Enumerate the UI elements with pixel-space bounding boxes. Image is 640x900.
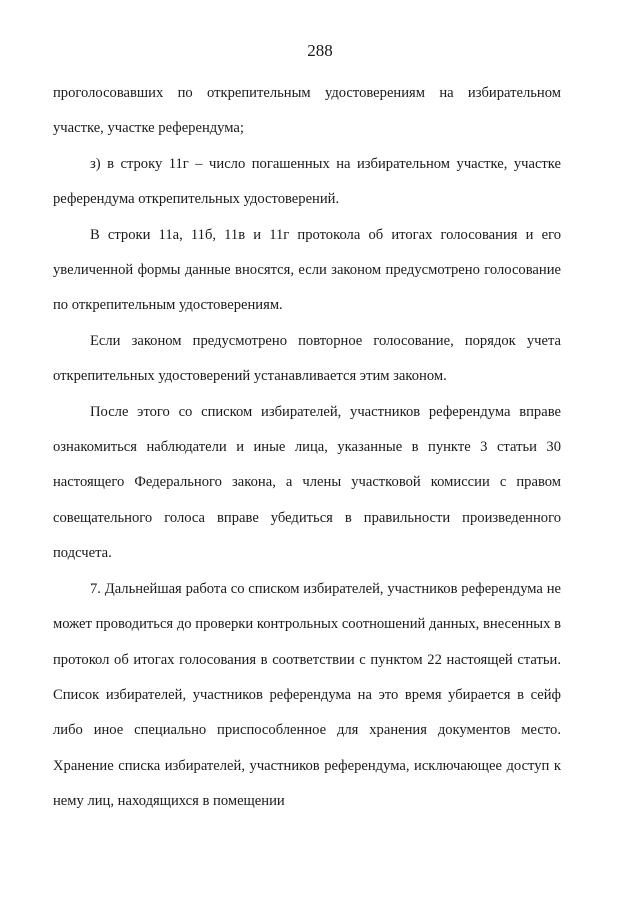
paragraph: 7. Дальнейшая работа со списком избирателей, участников референдума не может проводиться до проверки контрольных соотношений данных, внесенных в протокол об итогах голосования в соответствии с пунктом 22 настоящей статьи. Список избирателей, участников референдума на это время убирается в сейф либо иное специально приспособленное для хранения документов место. Хранение списка избирателей, участников референдума, исключающее доступ к нему лиц, находящихся в помещении bbox=[53, 580, 561, 810]
paragraph: Если законом предусмотрено повторное голосование, порядок учета открепительных удостоверений устанавливается этим законом. bbox=[53, 332, 561, 385]
paragraph: В строки 11а, 11б, 11в и 11г протокола об итогах голосования и его увеличенной формы данные вносятся, если законом предусмотрено голосование по открепительным удостоверениям. bbox=[53, 226, 561, 314]
paragraph: После этого со списком избирателей, участников референдума вправе ознакомиться наблюдатели и иные лица, указанные в пункте 3 статьи 30 настоящего Федерального закона, а члены участковой комиссии с правом совещательного голоса вправе убедиться в правильности произведенного подсчета. bbox=[53, 403, 561, 562]
page-number: 288 bbox=[307, 41, 333, 60]
paragraph: з) в строку 11г – число погашенных на избирательном участке, участке референдума открепительных удостоверений. bbox=[53, 155, 561, 208]
document-body bbox=[53, 76, 561, 820]
paragraph: проголосовавших по открепительным удостоверениям на избирательном участке, участке референдума; bbox=[53, 85, 561, 137]
